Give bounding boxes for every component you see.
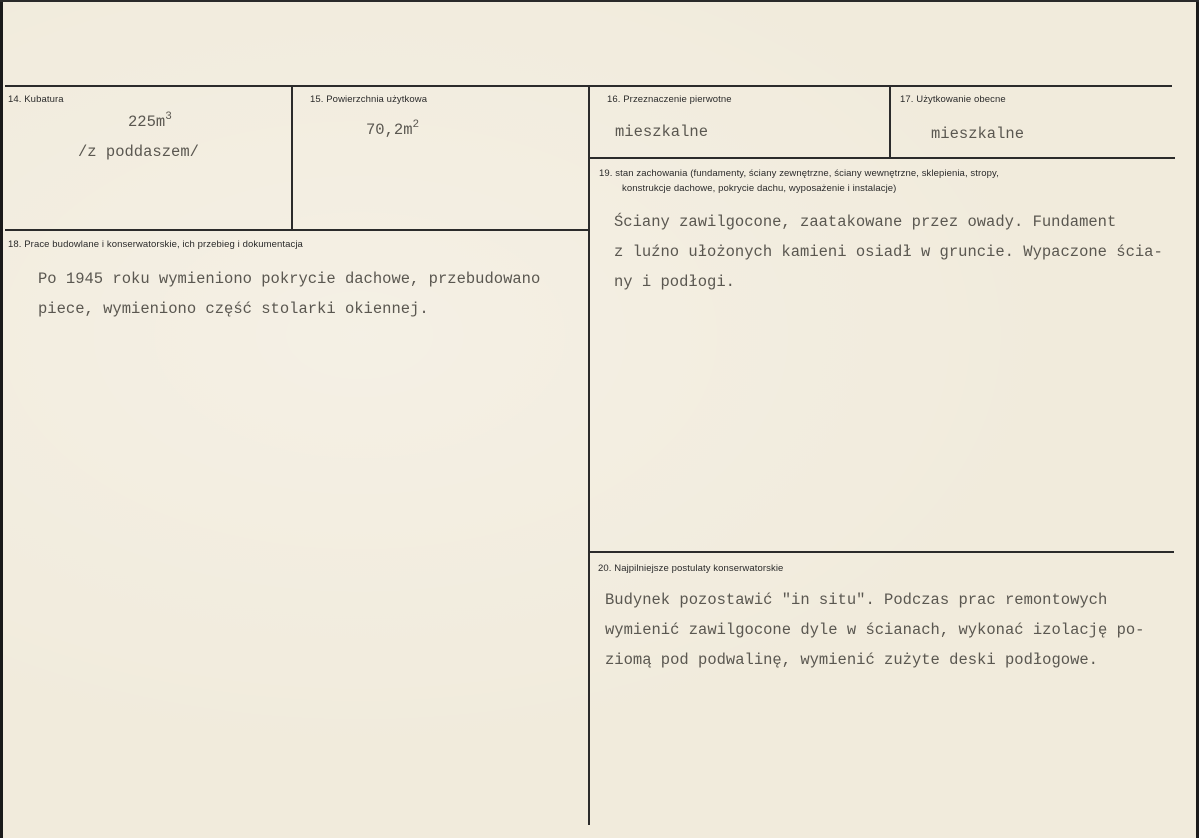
card-left-edge <box>0 0 3 838</box>
field-19-line: Ściany zawilgocone, zaatakowane przez owady. Fundament <box>614 213 1117 231</box>
field-16-value: mieszkalne <box>615 123 709 141</box>
rule-under-14-15 <box>5 229 590 231</box>
field-14-value-text: 225m <box>128 113 166 131</box>
field-19-line: z luźno ułożonych kamieni osiadł w gruncie. Wypaczone ścia- <box>614 243 1163 261</box>
field-19-label-line2: konstrukcje dachowe, pokrycie dachu, wyposażenie i instalacje) <box>622 183 897 194</box>
field-17-value: mieszkalne <box>931 125 1025 143</box>
field-19-label-line1: 19. stan zachowania (fundamenty, ściany zewnętrzne, ściany wewnętrzne, sklepienia, stropy, <box>599 168 999 179</box>
field-15-value-text: 70,2m <box>366 121 413 139</box>
field-17-label: 17. Użytkowanie obecne <box>900 94 1006 105</box>
field-18-label: 18. Prace budowlane i konserwatorskie, ich przebieg i dokumentacja <box>8 239 303 250</box>
divider-14-15 <box>291 85 293 231</box>
field-15-label: 15. Powierzchnia użytkowa <box>310 94 428 105</box>
card-top-edge <box>0 0 1199 2</box>
field-18-text <box>38 264 540 324</box>
rule-under-16-17 <box>590 157 1175 159</box>
divider-16-17 <box>889 85 891 157</box>
field-15-unit-exponent: 2 <box>412 119 420 131</box>
field-20-line: Budynek pozostawić "in situ". Podczas prac remontowych <box>605 591 1108 609</box>
field-14-label: 14. Kubatura <box>8 94 64 105</box>
field-18-line: piece, wymieniono część stolarki okiennej. <box>38 300 429 318</box>
field-16-label: 16. Przeznaczenie pierwotne <box>607 94 732 105</box>
field-19-line: ny i podłogi. <box>614 273 735 291</box>
field-20-label: 20. Najpilniejsze postulaty konserwatorskie <box>598 563 784 574</box>
field-14-unit-exponent: 3 <box>165 111 172 123</box>
field-14-note: /z poddaszem/ <box>78 143 199 161</box>
center-divider <box>588 85 590 825</box>
field-19-text <box>614 207 1163 297</box>
field-20-line: wymienić zawilgocone dyle w ścianach, wykonać izolację po- <box>605 621 1145 639</box>
rule-above-20 <box>590 551 1174 553</box>
field-20-text <box>605 585 1145 675</box>
field-18-line: Po 1945 roku wymieniono pokrycie dachowe, przebudowano <box>38 270 541 288</box>
field-14-value <box>128 113 172 131</box>
field-20-line: ziomą pod podwalinę, wymienić zużyte deski podłogowe. <box>605 651 1098 669</box>
field-15-value <box>366 121 419 139</box>
